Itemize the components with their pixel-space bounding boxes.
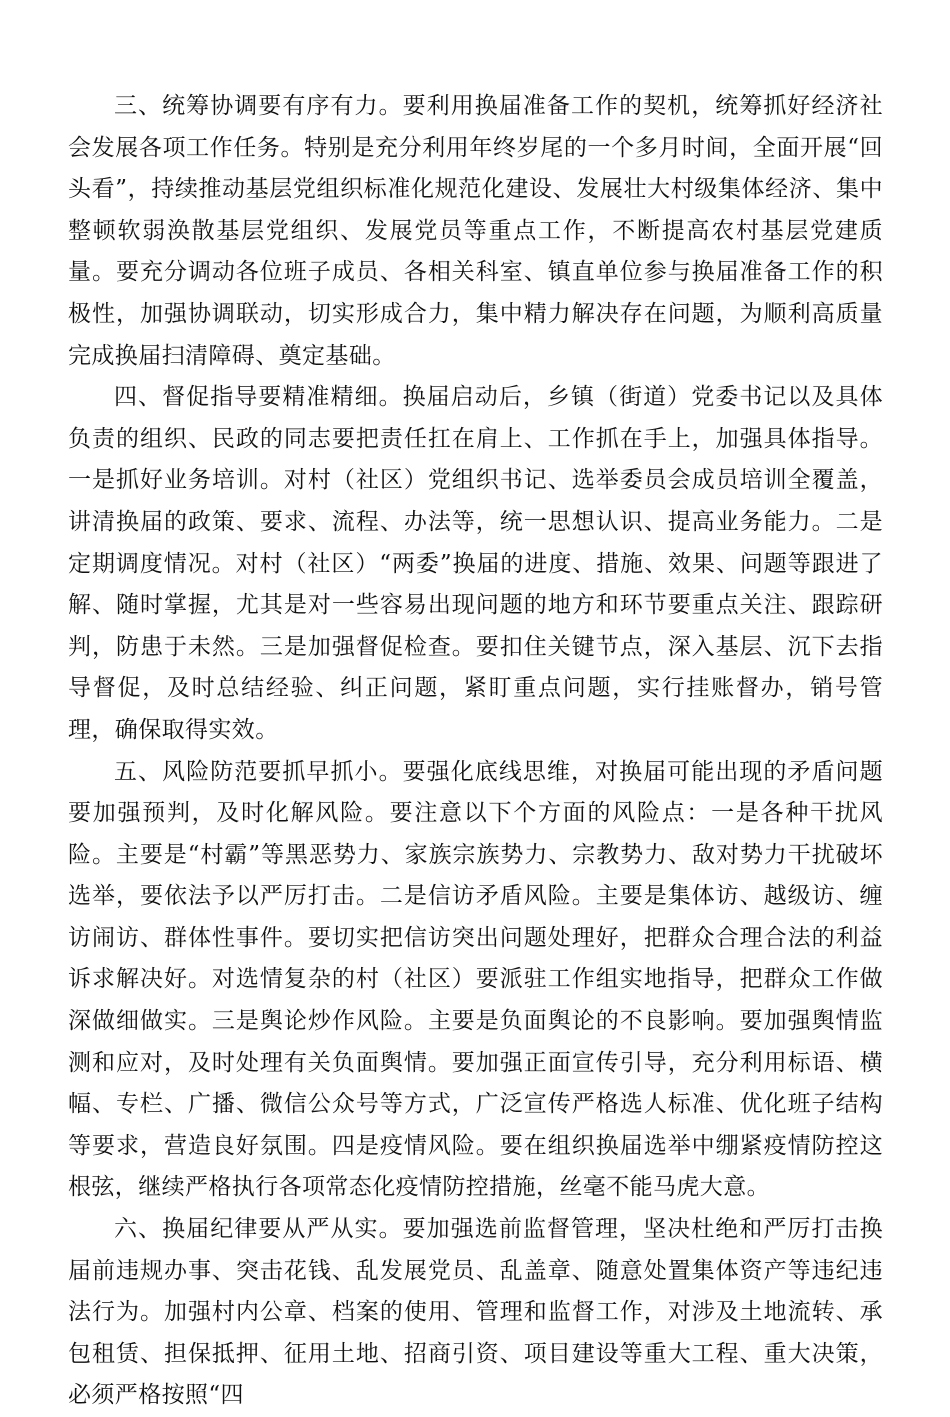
paragraph-risk-prevention: 五、风险防范要抓早抓小。要强化底线思维，对换届可能出现的矛盾问题要加强预判，及时化解风险。要注意以下个方面的风险点：一是各种干扰风险。主要是“村霸”等黑恶势力、家族宗族势力、宗教势力、敌对势力干扰破坏选举，要依法予以严厉打击。二是信访矛盾风险。主要是集体访、越级访、缠访闹访、群体性事件。要切实把信访突出问题处理好，把群众合理合法的利益诉求解决好。对选情复杂的村（社区）要派驻工作组实地指导，把群众工作做深做细做实。三是舆论炒作风险。主要是负面舆论的不良影响。要加强舆情监测和应对，及时处理有关负面舆情。要加强正面宣传引导，充分利用标语、横幅、专栏、广播、微信公众号等方式，广泛宣传严格选人标准、优化班子结构等要求，营造良好氛围。四是疫情风险。要在组织换届选举中绷紧疫情防控这根弦，继续严格执行各项常态化疫情防控措施，丝毫不能马虎大意。: [68, 758, 883, 1201]
document-page: [68, 86, 883, 1417]
paragraph-discipline: 六、换届纪律要从严从实。要加强选前监督管理，坚决杜绝和严厉打击换届前违规办事、突击花钱、乱发展党员、乱盖章、随意处置集体资产等违纪违法行为。加强村内公章、档案的使用、管理和监督工作，对涉及土地流转、承包租赁、担保抵押、征用土地、招商引资、项目建设等重大工程、重大决策，必须严格按照“四: [68, 1216, 883, 1409]
paragraph-coordination: 三、统筹协调要有序有力。要利用换届准备工作的契机，统筹抓好经济社会发展各项工作任务。特别是充分利用年终岁尾的一个多月时间，全面开展“回头看”，持续推动基层党组织标准化规范化建设、发展壮大村级集体经济、集中整顿软弱涣散基层党组织、发展党员等重点工作，不断提高农村基层党建质量。要充分调动各位班子成员、各相关科室、镇直单位参与换届准备工作的积极性，加强协调联动，切实形成合力，集中精力解决存在问题，为顺利高质量完成换届扫清障碍、奠定基础。: [68, 93, 883, 369]
paragraph-supervision: 四、督促指导要精准精细。换届启动后，乡镇（街道）党委书记以及具体负责的组织、民政的同志要把责任扛在肩上、工作抓在手上，加强具体指导。一是抓好业务培训。对村（社区）党组织书记、选举委员会成员培训全覆盖，讲清换届的政策、要求、流程、办法等，统一思想认识、提高业务能力。二是定期调度情况。对村（社区）“两委”换届的进度、措施、效果、问题等跟进了解、随时掌握，尤其是对一些容易出现问题的地方和环节要重点关注、跟踪研判，防患于未然。三是加强督促检查。要扣住关键节点，深入基层、沉下去指导督促，及时总结经验、纠正问题，紧盯重点问题，实行挂账督办，销号管理，确保取得实效。: [68, 384, 883, 743]
